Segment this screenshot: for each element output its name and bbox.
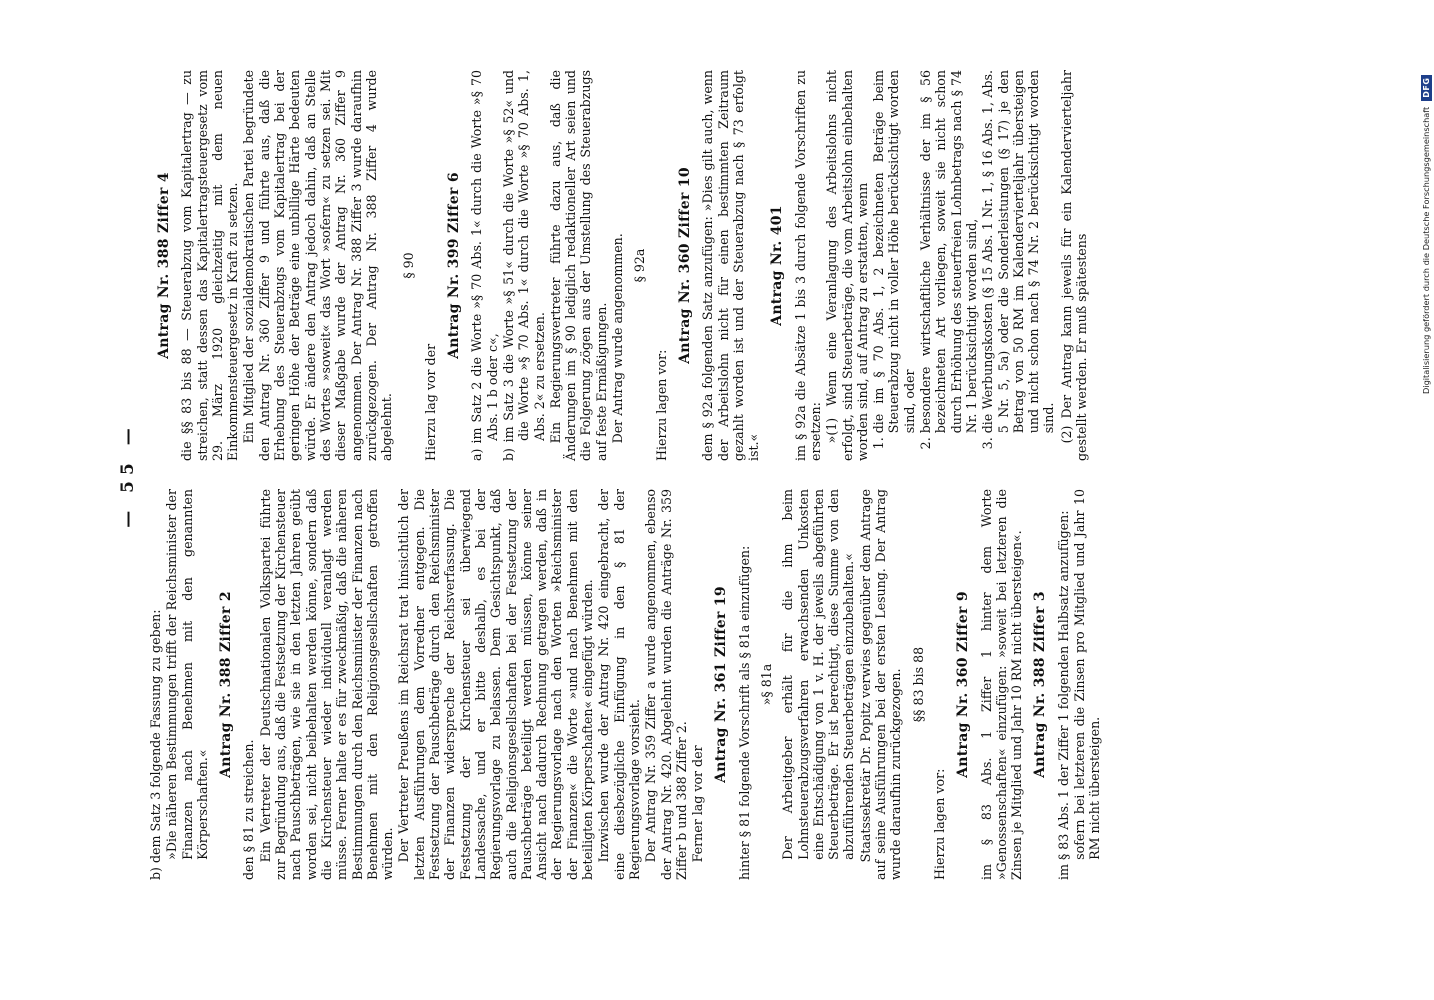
paragraph: Der Antrag Nr. 359 Ziffer a wurde angenommen, ebenso der Antrag Nr. 420. Abgelehnt wurden die Anträge Nr. 359 Ziffer b und 388 Ziffer 2. (643, 489, 689, 880)
paragraph: Staatssekretär Dr. Popitz verwies gegenüber dem Antrage auf seine Ausführungen bei der ersten Lesung. Der Antrag wurde daraufhin zurückgezogen. (857, 489, 904, 880)
quoted-text: Der Arbeitgeber erhält für die ihm beim Lohnsteuerabzugsverfahren erwachsenden Unkosten eine Entschädigung von 1 v. H. der jeweils abgeführten Steuerbeträge. Er ist berechtigt, diese Summe von den abzuführenden Steuerbeträgen einzubehalten.« (780, 489, 857, 860)
paragraph-title: § 90 (401, 252, 417, 279)
paragraph: Ein Regierungsvertreter führte dazu aus, daß die Änderungen im § 90 lediglich redaktioneller Art seien und die Folgerung zögen aus der Umstellung des Steuerabzugs auf feste Ermäßigungen. (547, 70, 609, 461)
paragraph: im § 83 Abs. 1 der Ziffer 1 folgenden Halbsatz anzufügen: (1055, 510, 1071, 880)
section-heading: Antrag Nr. 361 Ziffer 19 (713, 586, 730, 783)
list-item: 1. die im § 70 Abs. 1, 2 bezeichneten Beträge beim Steuerabzug nicht in voller Höhe berücksichtigt worden sind, oder (871, 70, 917, 433)
paragraph: Hierzu lag vor der (422, 343, 438, 461)
quoted-text: sofern bei letzteren die Zinsen pro Mitglied und Jahr 10 RM nicht übersteigen. (1072, 489, 1103, 860)
paragraph: den § 81 zu streichen. (241, 739, 257, 880)
paragraph: (2) Der Antrag kann jeweils für ein Kalendervierteljahr gestellt werden. Er muß spätestens (1058, 70, 1090, 461)
lettered-item: a) im Satz 2 die Worte »§ 70 Abs. 1« durch die Worte »§ 70 Abs. 1 b oder c«, (469, 70, 500, 461)
section-heading: Antrag Nr. 388 Ziffer 2 (218, 591, 235, 778)
dfg-logo-icon: DFG (1421, 75, 1432, 101)
paragraph: Hierzu lagen vor: (931, 768, 947, 880)
lettered-item: b) im Satz 3 die Worte »§ 51« durch die Worte »§ 52« und die Worte »§ 70 Abs. 1« durch die Worte »§ 70 Abs. 1, Abs. 2« zu ersetzen. (500, 70, 547, 461)
funding-note: Digitalisierung gefördert durch die Deutsche Forschungsgemeinschaft (1421, 106, 1431, 394)
paragraph: Der Vertreter Preußens im Reichsrat trat hinsichtlich der letzten Ausführungen dem Vorredner entgegen. Die Festsetzung der Pauschbeträge durch den Reichsminister der Finanzen widerspreche der Reichsverfassung. Die Festsetzung der Kirchensteuer sei überwiegend Landessache, und er bitte deshalb, es bei der Regierungsvorlage zu belassen. Dem Gesichtspunkt, daß auch die Religionsgesellschaften bei der Festsetzung der Pauschbeträge beteiligt werden müssen, könne seiner Ansicht nach dadurch Rechnung getragen werden, daß in der Regierungsvorlage nach den Worten »Reichsminister der Finanzen« die Worte »und nach Benehmen mit den beteiligten Körperschaften« eingefügt würden. (396, 489, 596, 880)
left-column (148, 489, 1104, 880)
paragraph: im § 83 Abs. 1 Ziffer 1 hinter dem Worte »Genossenschaften« einzufügen: »soweit bei letzteren die Zinsen je Mitglied und Jahr 10 RM nicht übersteigen«. (978, 489, 1025, 880)
paragraph-title: »§ 81a (758, 663, 774, 706)
text-columns (148, 70, 1104, 880)
right-column (148, 70, 1104, 461)
paragraph: dem § 92a folgenden Satz anzufügen: »Dies gilt auch, wenn der Arbeitslohn nicht für einen bestimmten Zeitraum gezahlt worden ist und der Steuerabzug nach § 73 erfolgt ist.« (700, 70, 762, 461)
quoted-text: »Die näheren Bestimmungen trifft der Reichsminister der Finanzen nach Benehmen mit den genannten Körperschaften.« (164, 489, 210, 860)
paragraph: Der Antrag wurde angenommen. (610, 233, 626, 444)
section-heading: Antrag Nr. 360 Ziffer 9 (955, 591, 972, 778)
paragraph: Ferner lag vor der (690, 745, 706, 863)
section-heading: Antrag Nr. 360 Ziffer 10 (676, 167, 693, 364)
paragraph-title: §§ 83 bis 88 (910, 646, 926, 723)
lettered-item: b) dem Satz 3 folgende Fassung zu geben: (148, 609, 163, 880)
dfg-sidebar (1418, 0, 1434, 1000)
paragraph: hinter § 81 folgende Vorschrift als § 81a einzufügen: (736, 545, 752, 880)
paragraph-title: § 92a (632, 248, 648, 283)
paragraph: Ein Vertreter der Deutschnationalen Volkspartei führte zur Begründung aus, daß die Festsetzung der Kirchensteuer nach Pauschbeträgen, wie sie in den letzten Jahren geübt worden sei, nicht beibehalten werden könne, sondern daß die Kirchensteuer wieder individuell veranlagt werden müsse. Ferner halte er es für zweckmäßig, daß die näheren Bestimmungen durch den Reichsminister der Finanzen nach Benehmen mit den Religionsgesellschaften getroffen würden. (257, 489, 396, 880)
page-number-header: — 55 — (118, 422, 138, 528)
section-heading: Antrag Nr. 388 Ziffer 3 (1032, 591, 1049, 778)
paragraph: Hierzu lagen vor: (653, 349, 669, 461)
section-heading: Antrag Nr. 399 Ziffer 6 (446, 172, 463, 359)
list-item: 2. besondere wirtschaftliche Verhältnisse der im § 56 bezeichneten Art vorliegen, soweit sie nicht schon durch Erhöhung des steuerfreien Lohnbetrags nach § 74 Nr. 1 berücksichtigt worden sind, (918, 70, 979, 433)
paragraph: »(1) Wenn eine Veranlagung des Arbeitslohns nicht erfolgt, sind Steuerbeträge, die vom Arbeitslohn einbehalten worden sind, auf Antrag zu erstatten, wenn (824, 70, 870, 461)
paragraph: Inzwischen wurde der Antrag Nr. 420 eingebracht, der eine diesbezügliche Einfügung in den § 81 der Regierungsvorlage vorsieht. (596, 489, 642, 880)
paragraph: die §§ 83 bis 88 — Steuerabzug vom Kapitalertrag — zu streichen, statt dessen das Kapitalertragsteuergesetz vom 29. März 1920 gleichzeitig mit dem neuen Einkommensteuergesetz in Kraft zu setzen. (179, 70, 241, 461)
section-heading: Antrag Nr. 401 (769, 205, 786, 326)
list-item: 3. die Werbungskosten (§ 15 Abs. 1 Nr. 1, § 16 Abs. 1, Abs. 5 Nr. 5, 5a) oder die Sonderleistungen (§ 17) je den Betrag von 50 RM im Kalendervierteljahr übersteigen und nicht schon nach § 74 Nr. 2 berücksichtigt worden sind. (980, 70, 1056, 433)
paragraph: Ein Mitglied der sozialdemokratischen Partei begründete den Antrag Nr. 360 Ziffer 9 und führte aus, daß die Erhebung des Steuerabzugs vom Kapitalertrag bei der geringen Höhe der Beträge eine unbillige Härte bedeuten würde. Er ändere den Antrag jedoch dahin, daß an Stelle des Wortes »soweit« das Wort »sofern« zu setzen sei. Mit dieser Maßgabe wurde der Antrag Nr. 360 Ziffer 9 angenommen. Der Antrag Nr. 388 Ziffer 3 wurde daraufhin zurückgezogen. Der Antrag Nr. 388 Ziffer 4 wurde abgelehnt. (241, 70, 395, 461)
paragraph: im § 92a die Absätze 1 bis 3 durch folgende Vorschriften zu ersetzen: (792, 70, 823, 461)
numbered-list (871, 70, 1057, 461)
section-heading: Antrag Nr. 388 Ziffer 4 (156, 172, 172, 359)
